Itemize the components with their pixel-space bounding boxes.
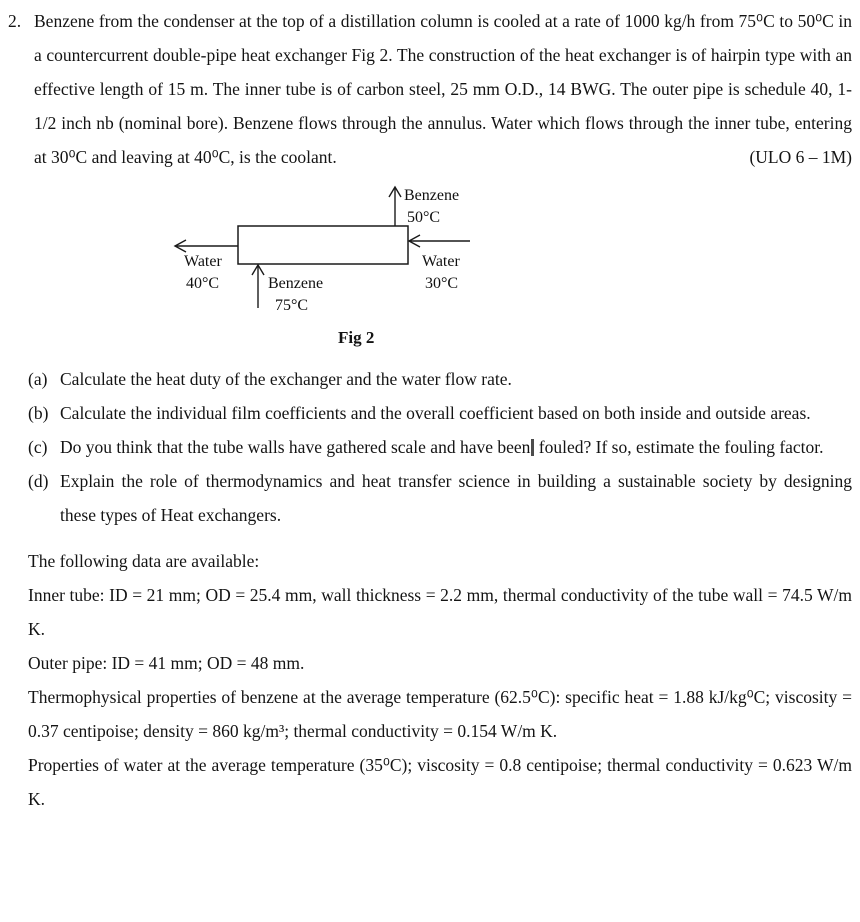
label-benzene-inlet-temp: 75°C xyxy=(275,297,309,314)
subquestion-c-text-part1: Do you think that the tube walls have gathered scale and have been xyxy=(60,437,531,457)
heat-exchanger-diagram xyxy=(168,184,498,324)
subquestion-d xyxy=(28,464,852,532)
question-number: 2. xyxy=(8,11,22,31)
question-text: Benzene from the condenser at the top of a distillation column is cooled at a rate of 1000 kg/h from 75⁰C to 50⁰C in a countercurrent double-pipe heat exchanger Fig 2. The construction of the heat exchanger is of hairpin type with an effective length of 15 m. The inner tube is of carbon steel, 25 mm O.D., 14 BWG. The outer pipe is schedule 40, 1-1/2 inch nb (nominal bore). Benzene flows through the annulus. Water which flows through the inner tube, entering at 30⁰C and leaving at 40⁰C, is the coolant. xyxy=(34,11,852,167)
subquestion-d-marker: (d) xyxy=(28,471,49,491)
label-water-inlet-temp: 30°C xyxy=(425,275,459,292)
subquestion-a-text: Calculate the heat duty of the exchanger and the water flow rate. xyxy=(60,369,512,389)
subquestion-b-text: Calculate the individual film coefficients and the overall coefficient based on both inside and outside areas. xyxy=(60,403,811,423)
label-benzene-outlet-temp: 50°C xyxy=(407,209,441,226)
marks-tag: (ULO 6 – 1M) xyxy=(749,147,852,167)
benzene-outlet-arrow-icon xyxy=(389,187,401,226)
subquestion-d-text: Explain the role of thermodynamics and heat transfer science in building a sustainable society by designing these types of Heat exchangers. xyxy=(60,471,852,525)
subquestion-c-marker: (c) xyxy=(28,437,48,457)
subquestion-c-text-part2: fouled? If so, estimate the fouling factor. xyxy=(534,437,824,457)
label-water-inlet: Water xyxy=(422,253,460,270)
data-line-outer-pipe: Outer pipe: ID = 41 mm; OD = 48 mm. xyxy=(28,653,305,673)
data-line-water-properties: Properties of water at the average temperature (35⁰C); viscosity = 0.8 centipoise; thermal conductivity = 0.623 W/m K. xyxy=(28,755,852,809)
question-body xyxy=(34,4,852,174)
exchanger-body xyxy=(238,226,408,264)
subquestion-b xyxy=(28,396,852,430)
subquestion-a xyxy=(28,362,852,396)
subquestion-a-marker: (a) xyxy=(28,369,48,389)
water-inlet-arrow-icon xyxy=(409,235,470,247)
figure-caption: Fig 2 xyxy=(338,328,375,347)
label-benzene-inlet: Benzene xyxy=(268,275,324,292)
data-section xyxy=(28,544,852,816)
water-outlet-arrow-icon xyxy=(175,240,238,252)
data-intro: The following data are available: xyxy=(28,551,260,571)
question-block xyxy=(8,4,852,174)
label-water-outlet: Water xyxy=(184,253,222,270)
benzene-inlet-arrow-icon xyxy=(252,265,264,308)
document-page xyxy=(8,4,852,816)
data-line-inner-tube: Inner tube: ID = 21 mm; OD = 25.4 mm, wall thickness = 2.2 mm, thermal conductivity of the tube wall = 74.5 W/m K. xyxy=(28,585,852,639)
label-water-outlet-temp: 40°C xyxy=(186,275,220,292)
label-benzene-outlet: Benzene xyxy=(404,187,460,204)
data-line-benzene-properties: Thermophysical properties of benzene at the average temperature (62.5⁰C): specific heat = 1.88 kJ/kg⁰C; viscosity = 0.37 centipoise; density = 860 kg/m³; thermal conductivity = 0.154 W/m K. xyxy=(28,687,852,741)
subquestion-c xyxy=(28,430,852,464)
subquestion-c-text xyxy=(60,430,852,464)
subquestion-b-marker: (b) xyxy=(28,403,49,423)
